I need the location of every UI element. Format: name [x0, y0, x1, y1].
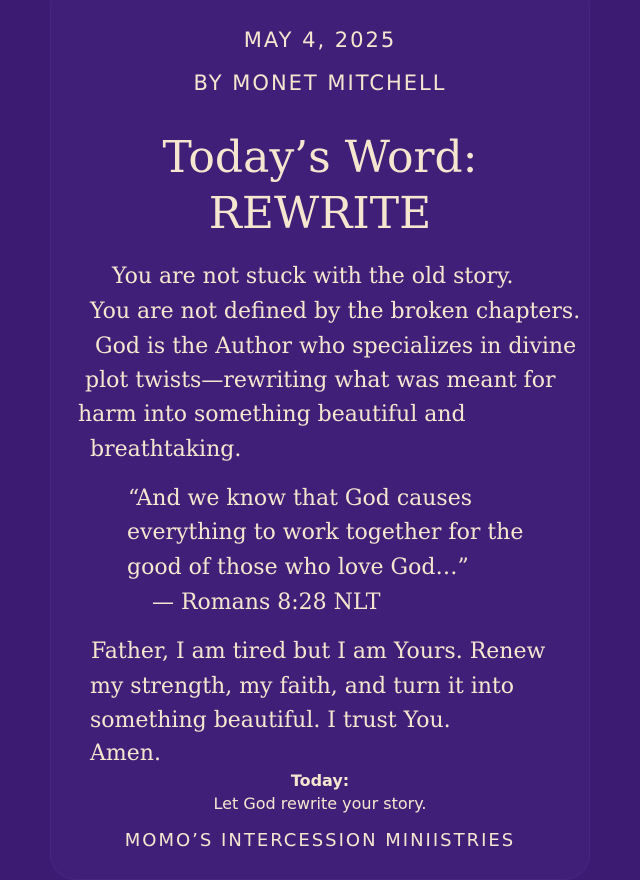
- prayer-line-3: something beautiful. I trust You.: [90, 708, 451, 733]
- cta-text: Let God rewrite your story.: [213, 794, 427, 813]
- title-word: REWRITE: [208, 188, 432, 239]
- prayer-line-2: my strength, my faith, and turn it into: [90, 674, 514, 699]
- title-line-1: Today’s Word:: [162, 132, 478, 183]
- post-date: MAY 4, 2025: [243, 28, 397, 52]
- prayer-line-1: Father, I am tired but I am Yours. Renew: [91, 639, 546, 664]
- page-title: [0, 130, 640, 242]
- scripture-reference: — Romans 8:28 NLT: [152, 590, 381, 615]
- scripture-line-2: everything to work together for the: [127, 520, 524, 545]
- body-line-5: harm into something beautiful and: [78, 402, 466, 427]
- body-line-2: You are not defined by the broken chapters.: [90, 299, 581, 324]
- cta-label: Today:: [290, 771, 350, 790]
- body-line-4: plot twists—rewriting what was meant for: [85, 368, 556, 393]
- scripture-line-1: “And we know that God causes: [128, 486, 473, 511]
- body-line-6: breathtaking.: [90, 437, 242, 462]
- body-line-3: God is the Author who specializes in divine: [95, 334, 577, 359]
- body-line-1: You are not stuck with the old story.: [112, 264, 514, 289]
- ministry-footer: MOMO’S INTERCESSION MINIISTRIES: [124, 830, 516, 851]
- scripture-line-3: good of those who love God…”: [127, 555, 469, 580]
- prayer-line-4: Amen.: [90, 741, 161, 766]
- author-byline: BY MONET MITCHELL: [193, 71, 447, 95]
